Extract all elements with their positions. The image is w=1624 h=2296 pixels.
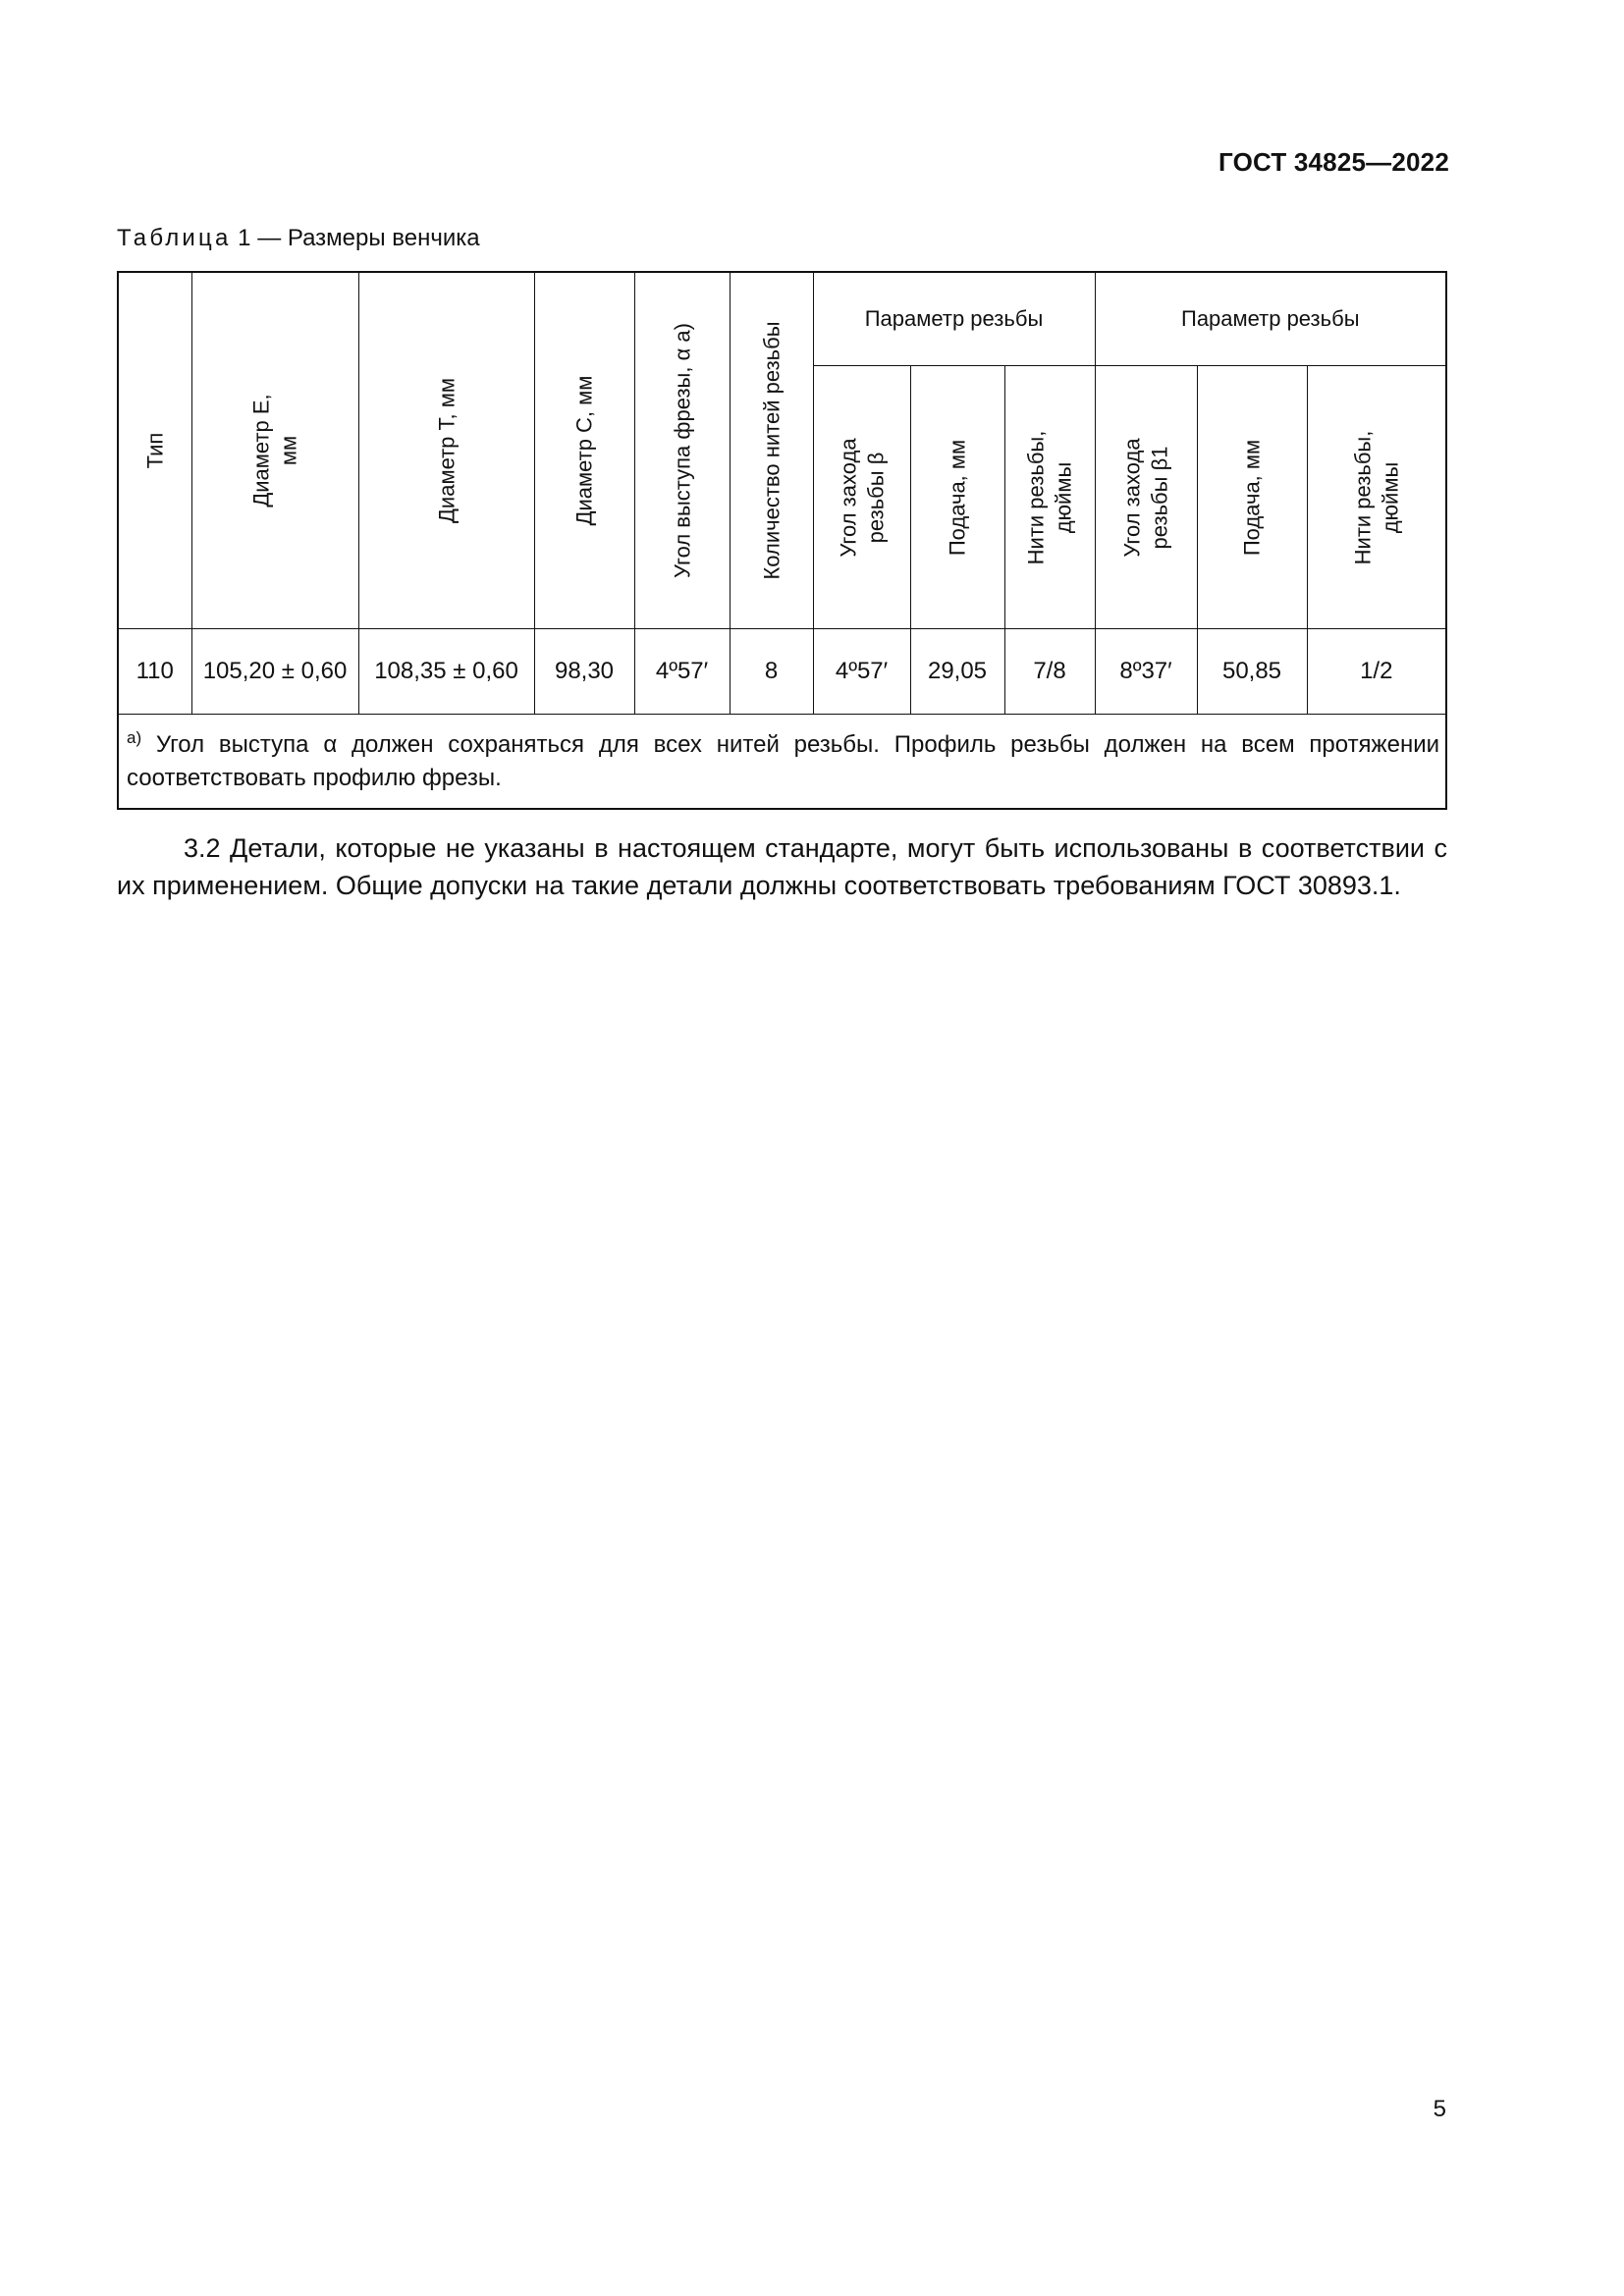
header-mill-angle: Угол выступа фрезы, α а) [634,272,730,629]
table-caption-prefix: Таблица [117,225,232,251]
footnote-text: Угол выступа α должен сохраняться для всех нитей резьбы. Профиль резьбы должен на всем протяжении соответствовать профилю фрезы. [127,731,1440,791]
cell-diameter-c: 98,30 [534,629,634,715]
header-thread-count: Количество нитей резьбы [730,272,813,629]
paragraph-number: 3.2 [184,833,221,863]
header-diameter-c: Диаметр C, мм [534,272,634,629]
crown-dimensions-table [117,271,1447,810]
header-threads-inch-2: Нити резьбы, дюймы [1307,366,1446,629]
header-diameter-e: Диаметр E, мм [191,272,358,629]
cell-entry-angle-1: 4º57′ [813,629,910,715]
header-threads-inch-1: Нити резьбы, дюймы [1004,366,1095,629]
document-code: ГОСТ 34825—2022 [1218,147,1449,177]
cell-diameter-e: 105,20 ± 0,60 [191,629,358,715]
table-container [117,271,1447,810]
paragraph-text: Детали, которые не указаны в настоящем стандарте, могут быть использованы в соответствии с их применением. Общие допуски на такие детали должны соответствовать требованиям ГОСТ 30893.1. [117,833,1447,900]
cell-feed-1: 29,05 [910,629,1004,715]
page-number: 5 [1433,2096,1446,2122]
cell-threads-inch-2: 1/2 [1307,629,1446,715]
table-caption [117,225,480,252]
cell-type: 110 [118,629,191,715]
header-group-thread-params-2: Параметр резьбы [1095,272,1446,366]
header-feed-2: Подача, мм [1197,366,1307,629]
cell-feed-2: 50,85 [1197,629,1307,715]
footnote-mark: а) [127,728,142,747]
header-type: Тип [118,272,191,629]
table-caption-title: 1 — Размеры венчика [231,225,480,251]
header-feed-1: Подача, мм [910,366,1004,629]
cell-thread-count: 8 [730,629,813,715]
cell-threads-inch-1: 7/8 [1004,629,1095,715]
paragraph-3-2 [117,830,1447,905]
cell-entry-angle-2: 8º37′ [1095,629,1197,715]
header-group-thread-params-1: Параметр резьбы [813,272,1095,366]
header-diameter-t: Диаметр T, мм [358,272,534,629]
table-row [118,629,1446,715]
cell-diameter-t: 108,35 ± 0,60 [358,629,534,715]
cell-mill-angle: 4º57′ [634,629,730,715]
table-footnote [118,715,1446,810]
header-entry-angle-1: Угол захода резьбы β [813,366,910,629]
header-entry-angle-2: Угол захода резьбы β1 [1095,366,1197,629]
